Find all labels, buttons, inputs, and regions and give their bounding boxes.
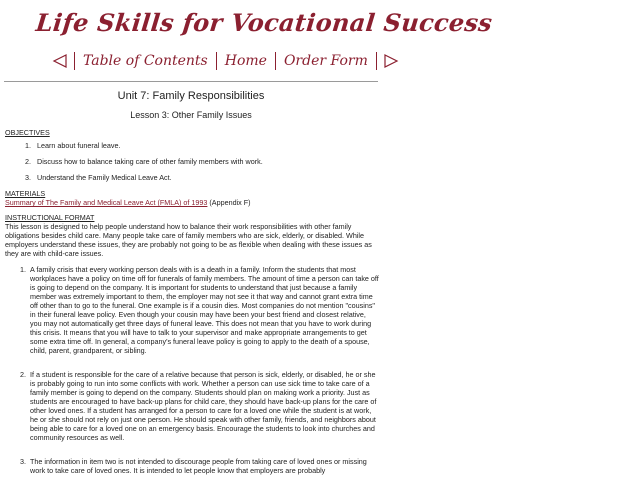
site-title: Life Skills for Vocational Success [34,8,494,37]
nav-divider [275,52,276,70]
left-triangle-arrow-icon[interactable] [52,53,68,69]
table-of-contents-link[interactable]: Table of Contents [83,53,208,69]
item-text: Discuss how to balance taking care of other family members with work. [37,157,263,166]
nav-divider [216,52,217,70]
appendix-note: (Appendix F) [207,198,251,207]
home-link[interactable]: Home [224,53,267,69]
instruction-list [5,265,379,475]
item-number: 3. [20,457,26,466]
lesson-content [5,128,379,490]
top-navigation [52,50,399,72]
nav-divider [376,52,377,70]
objectives-heading: OBJECTIVES [5,128,50,137]
item-text: Understand the Family Medical Leave Act. [37,173,172,182]
fmla-summary-link[interactable]: Summary of The Family and Medical Leave Act (FMLA) of 1993 [5,198,208,207]
right-triangle-arrow-icon[interactable] [383,53,399,69]
item-number: 1. [25,141,31,150]
item-text: Learn about funeral leave. [37,141,121,150]
item-number: 1. [20,265,26,274]
list-item [5,173,379,182]
list-item [5,370,379,442]
lesson-title: Lesson 3: Other Family Issues [130,110,252,120]
item-number: 2. [20,370,26,379]
item-number: 3. [25,173,31,182]
list-item [5,265,379,355]
instructional-format-heading: INSTRUCTIONAL FORMAT [5,213,95,222]
objectives-list [5,141,379,182]
list-item [5,457,379,475]
header-divider [4,81,378,82]
item-text: The information in item two is not intended to discourage people from taking care of loved ones or missing work to take care of loved ones. It is intended to let people know that employers are probably [30,457,367,475]
item-text: A family crisis that every working person deals with is a death in a family. Inform the students that most workplaces have a policy on time off for funerals of family members. The amount of time a person can take off is going to depend on the company. It is important for students to understand that just because a family member was extremely important to them, the employer may not see it that way and cannot grant extra time off other than to go to the funeral. One example is if a cousin dies. Most companies do not mention "cousins" in their funeral leave policy. Even though your cousin may have been your best friend and closest relative, you may not automatically get three days of funeral leave. This does not mean that you have to work during this crisis. It means that you will have to talk to your supervisor and make appropriate arrangements to get some extra time off. In general, a company's funeral leave policy is going to apply to the death of a spouse, child, parent, grandparent, or sibling. [30,265,379,355]
order-form-link[interactable]: Order Form [283,53,368,69]
materials-line [5,198,379,207]
nav-divider [74,52,75,70]
intro-paragraph: This lesson is designed to help people understand how to balance their work responsibilities with other family obligations besides child care. Many people take care of family members who are sick, elderly, or disabled. While employers understand these issues, they are probably not going to be as flexible when dealing with these issues as they are with child-care issues. [5,222,372,258]
list-item [5,157,379,166]
item-number: 2. [25,157,31,166]
materials-heading: MATERIALS [5,189,46,198]
list-item [5,141,379,150]
unit-title: Unit 7: Family Responsibilities [117,90,265,102]
item-text: If a student is responsible for the care of a relative because that person is sick, elderly, or disabled, he or she is probably going to run into some conflicts with work. Whether a person can use sick time to take care of a family member is going to depend on the company. Students should plan on making work a priority. Just as students are encouraged to have back-up plans for child care, they should have back-up plans for the care of other loved ones. If a student has arranged for a person to care for a loved one while the student is at work, he or she should not rely on just one person. He should speak with other family, friends, and neighbors about being able to care for a loved one on an emergency basis. Encourage the students to look into churches and community resources as well. [30,370,377,442]
